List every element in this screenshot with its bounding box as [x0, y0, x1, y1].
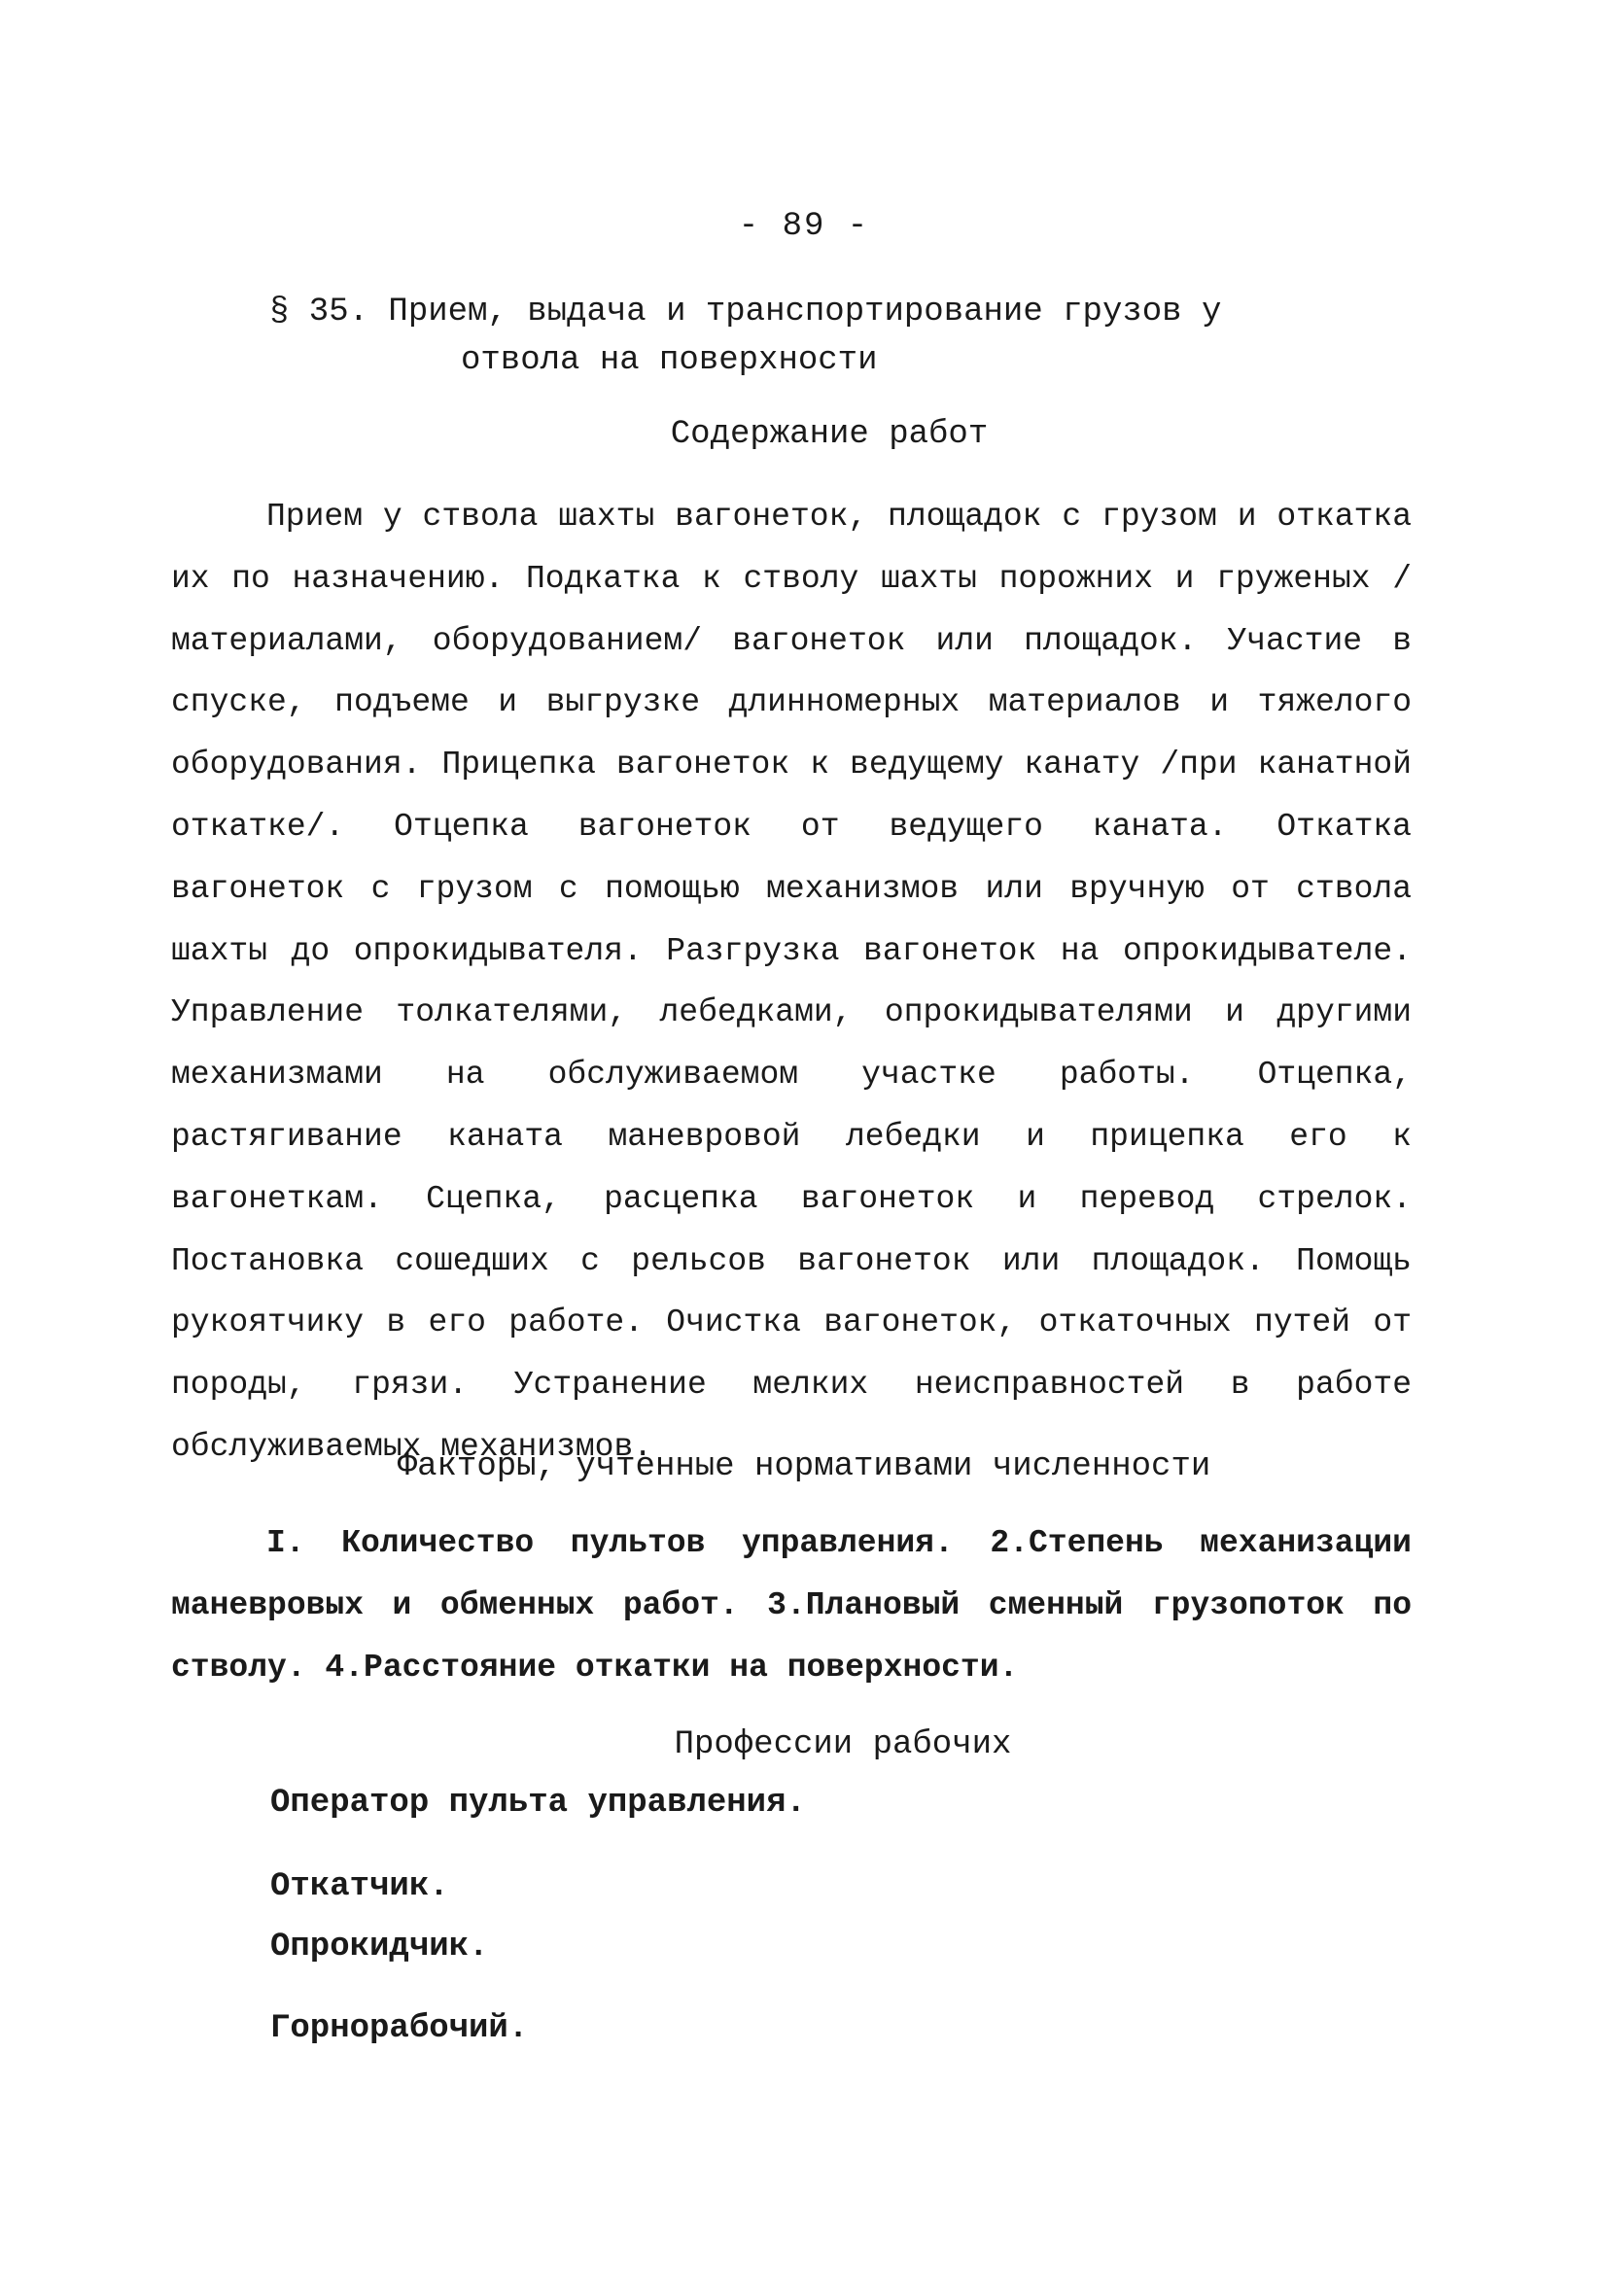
profession-item: Опрокидчик.: [270, 1929, 489, 1966]
profession-item: Горнорабочий.: [270, 2010, 529, 2047]
work-content-heading: Содержание работ: [670, 416, 989, 453]
work-content-paragraph: Прием у ствола шахты вагонеток, площадок с грузом и откатка их по назначению. Подкатка к стволу шахты порожних и груженых /материалами, оборудованием/ вагонеток или площадок. Участие в спуске, подъеме и выгрузке длинномерных материалов и тяжелого оборудования. Прицепка вагонеток к ведущему канату /при канатной откатке/. Отцепка вагонеток от ведущего каната. Откатка вагонеток с грузом с помощью механизмов или вручную от ствола шахты до опрокидывателя. Разгрузка вагонеток на опрокидывателе. Управление толкателями, лебедками, опрокидывателями и другими механизмами на обслуживаемом участке работы. Отцепка, растягивание каната маневровой лебедки и прицепка его к вагонеткам. Сцепка, расцепка вагонеток и перевод стрелок. Постановка сошедших с рельсов вагонеток или площадок. Помощь рукоятчику в его работе. Очистка вагонеток, откаточных путей от породы, грязи. Устранение мелких неисправностей в работе обслуживаемых механизмов.: [171, 499, 1412, 1465]
page-number: - 89 -: [738, 208, 870, 245]
section-heading: [269, 288, 1358, 385]
factors-paragraph: I. Количество пультов управления. 2.Степень механизации маневровых и обменных работ. 3.Плановый сменный грузопоток по стволу. 4.Расстояние откатки на поверхности.: [171, 1525, 1412, 1686]
factors-heading: Факторы, учтенные нормативами численности: [397, 1448, 1211, 1485]
section-heading-line-2: отвола на поверхности: [461, 342, 878, 379]
professions-heading: Профессии рабочих: [674, 1726, 1012, 1763]
profession-item: Оператор пульта управления.: [270, 1785, 806, 1822]
profession-item: Откатчик.: [270, 1868, 449, 1905]
section-heading-line-1: § 35. Прием, выдача и транспортирование грузов у: [269, 294, 1222, 330]
